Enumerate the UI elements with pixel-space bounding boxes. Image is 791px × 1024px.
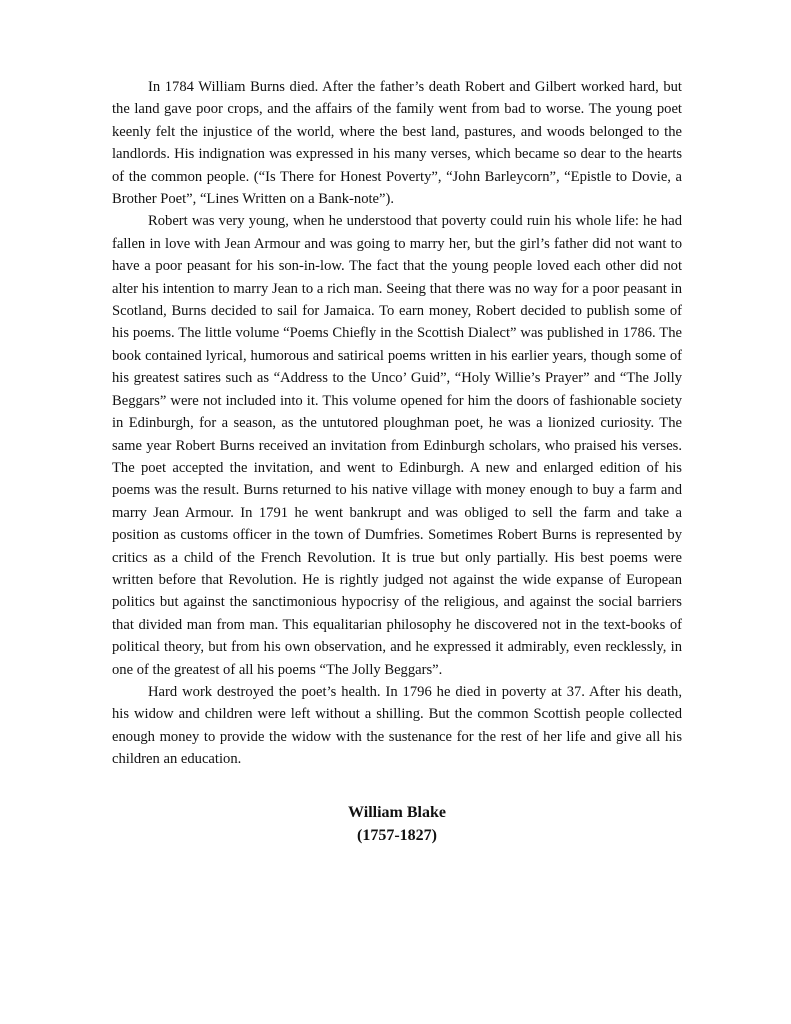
section-title: William Blake (348, 803, 446, 821)
paragraph-burns-death: Hard work destroyed the poet’s health. In 1796 he died in poverty at 37. After his death, his widow and children were left without a shilling. But the common Scottish people collected enough money to provide the widow with the sustenance for the rest of her life and give all his children an education. (112, 683, 682, 768)
paragraph-burns-hardship: In 1784 William Burns died. After the father’s death Robert and Gilbert worked hard, but the land gave poor crops, and the affairs of the family went from bad to worse. The young poet keenly felt the injustice of the world, where the best land, pastures, and woods belonged to the landlords. His indignation was expressed in his many verses, which became so dear to the hearts of the common people. (“Is There for Honest Poverty”, “John Barleycorn”, “Epistle to Dovie, a Brother Poet”, “Lines Written on a Bank-note”). (112, 79, 682, 208)
section-dates: (1757-1827) (357, 826, 437, 844)
section-heading (112, 801, 682, 847)
document-page (112, 76, 682, 847)
paragraph-burns-career: Robert was very young, when he understood that poverty could ruin his whole life: he had fallen in love with Jean Armour and was going to marry her, but the girl’s father did not want to have a poor peasant for his son-in-low. The fact that the young people loved each other did not alter his intention to marry Jean to a rich man. Seeing that there was no way for a poor peasant in Scotland, Burns decided to sail for Jamaica. To earn money, Robert decided to publish some of his poems. The little volume “Poems Chiefly in the Scottish Dialect” was published in 1786. The book contained lyrical, humorous and satirical poems written in his earlier years, though some of his greatest satires such as “Address to the Unco’ Guid”, “Holy Willie’s Prayer” and “The Jolly Beggars” were not included into it. This volume opened for him the doors of fashionable society in Edinburgh, for a season, as the untutored ploughman poet, he was a lionized curiosity. The same year Robert Burns received an invitation from Edinburgh scholars, who praised his verses. The poet accepted the invitation, and went to Edinburgh. A new and enlarged edition of his poems was the result. Burns returned to his native village with money enough to buy a farm and marry Jean Armour. In 1791 he went bankrupt and was obliged to sell the farm and take a position as customs officer in the town of Dumfries. Sometimes Robert Burns is represented by critics as a child of the French Revolution. It is true but only partially. His best poems were written before that Revolution. He is rightly judged not against the wide expanse of European politics but against the sanctimonious hypocrisy of the religious, and against the social barriers that divided man from man. This equalitarian philosophy he discovered not in the text-books of political theory, but from his own observation, and he expressed it admirably, even recklessly, in one of the greatest of all his poems “The Jolly Beggars”. (112, 213, 682, 678)
